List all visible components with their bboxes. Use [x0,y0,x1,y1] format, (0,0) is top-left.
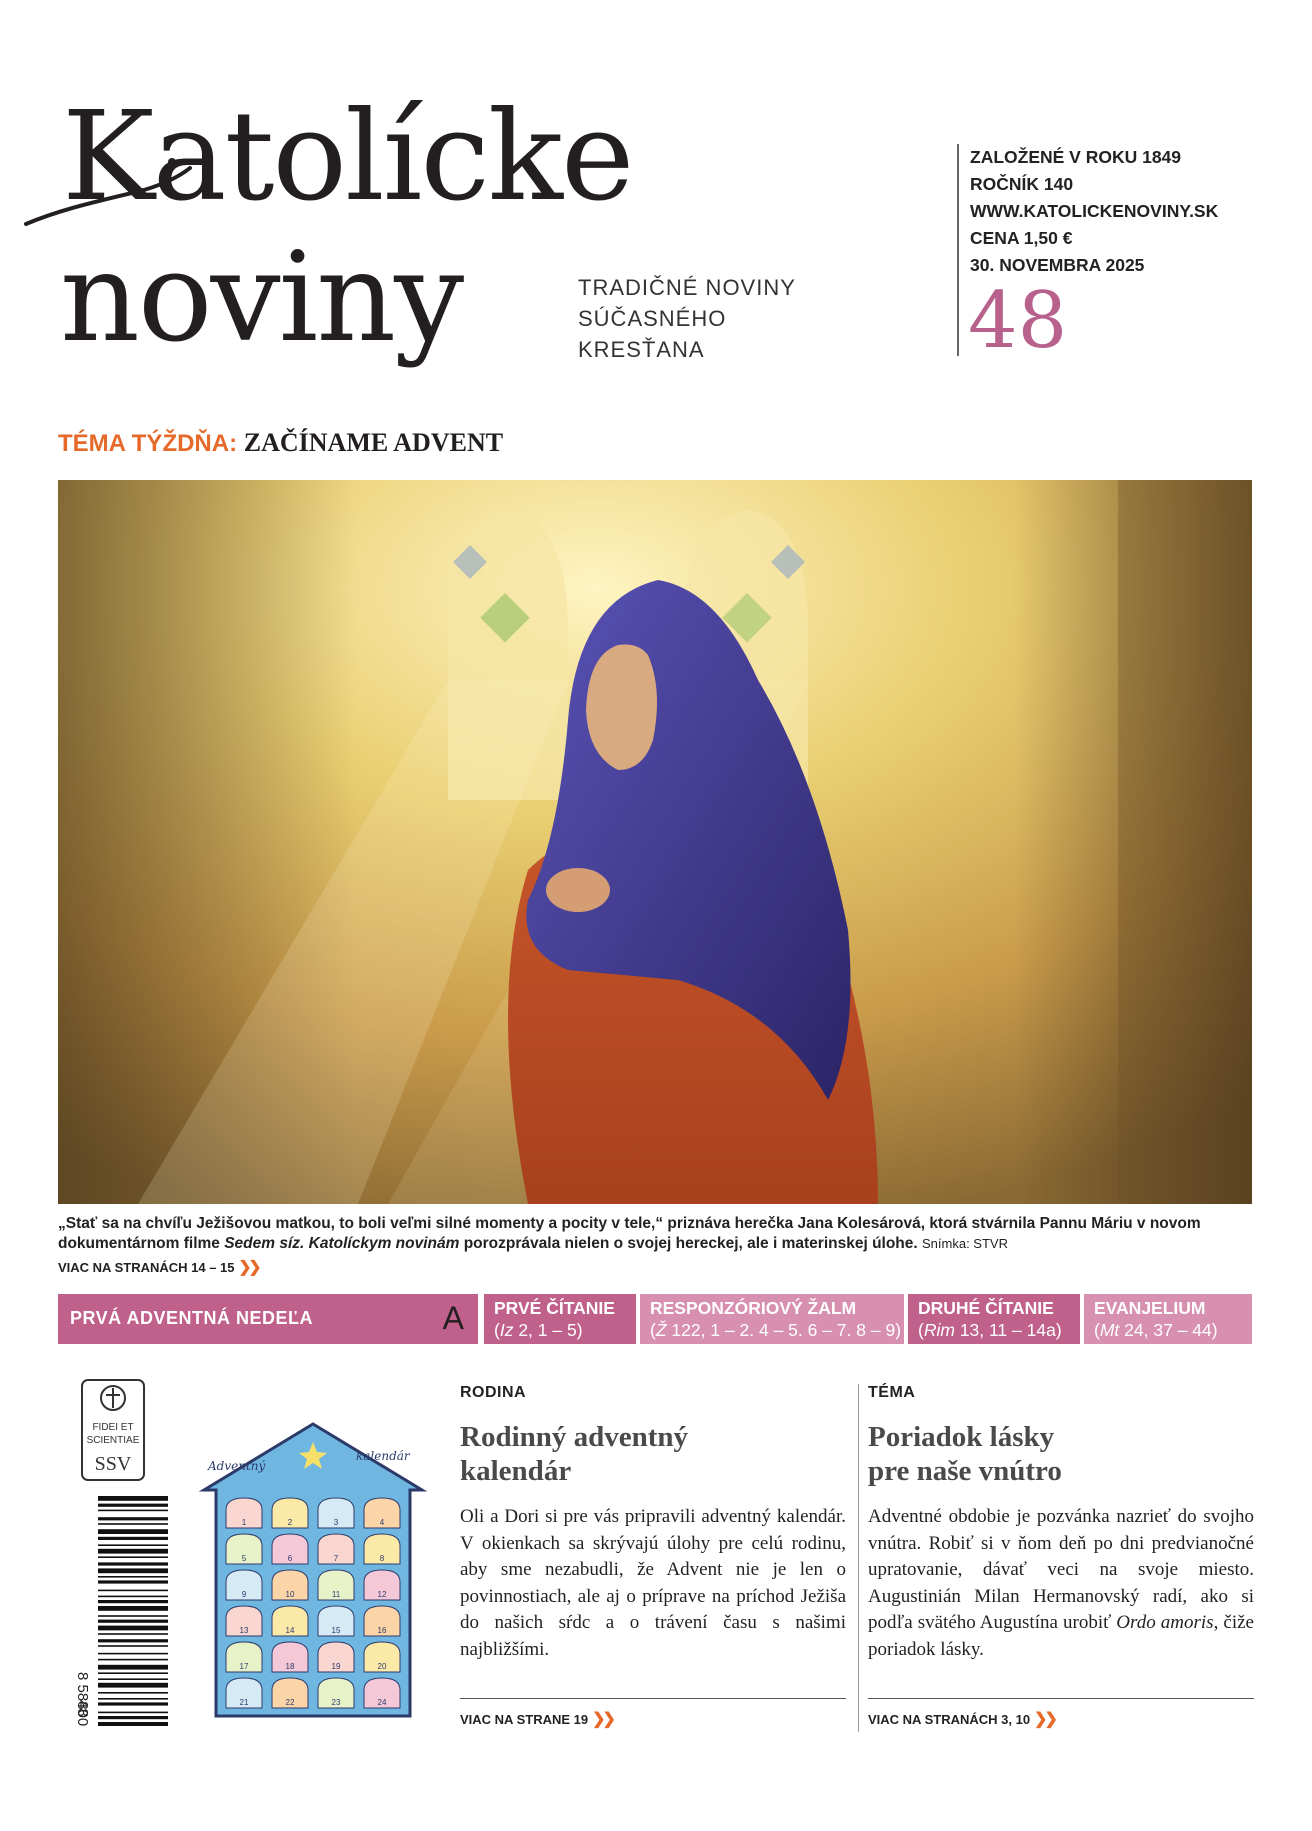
ssv-seal-icon [68,1372,198,1726]
logo-title-line2: noviny [60,226,463,370]
liturgical-cycle: A [442,1300,464,1336]
more-link-text[interactable]: VIAC NA STRANE 19 [460,1712,589,1727]
caption-text-2: porozprávala nielen o svojej hereckej, ale i materinskej úlohe. [459,1235,918,1252]
psalm-label: RESPONZÓRIOVÝ ŽALM [650,1298,857,1318]
calendar-window-number: 5 [241,1554,247,1563]
seal-letters: SSV [94,1453,132,1475]
calendar-window-number: 14 [285,1626,295,1635]
second-reading-label: DRUHÉ ČÍTANIE [918,1298,1054,1318]
calendar-window-number: 18 [285,1662,295,1671]
calendar-window-number: 22 [285,1698,295,1707]
article-headline[interactable] [460,1420,846,1488]
article-family-footer[interactable] [460,1698,846,1729]
psalm-ref: (Ž 122, 1 – 2. 4 – 5. 6 – 7. 8 – 9) [650,1320,902,1340]
article-theme [868,1384,1254,1663]
calendar-window-number: 11 [331,1590,341,1599]
tagline-line: TRADIČNÉ NOVINY [578,275,796,300]
barcode-bars-icon [98,1496,168,1726]
headline-line: Poriadok lásky [868,1421,1055,1453]
calendar-window-number: 17 [239,1662,249,1671]
ordo-amoris: Ordo amoris [1116,1612,1214,1633]
calendar-window-number: 16 [377,1626,387,1635]
article-body: Adventné obdobie je pozvánka nazrieť do svojho vnútra. Robiť si v ňom deň po dni predvianočné upratovanie, dávať veci na svoje miesto. Augustinián Milan Hermanovský radí, ako si podľa svätého Augustína urobiť Ordo amoris, čiže poriadok lásky. [868,1506,1254,1660]
sunday-name: PRVÁ ADVENTNÁ NEDEĽA [70,1308,314,1328]
article-body: Oli a Dori si pre vás pripravili adventný kalendár. V okienkach sa skrývajú úlohy pre celú rodinu, aby sme nezabudli, že Advent nie je len o povinnostiach, ale aj o príprave na príchod Ježiša do našich sŕdc a o trávení času s našimi najbližšími. [460,1506,846,1660]
photo-caption [58,1214,1252,1278]
calendar-window-number: 2 [287,1518,293,1527]
issue-number: 48 [968,276,1068,366]
calendar-window-number: 23 [331,1698,341,1707]
article-theme-footer[interactable] [868,1698,1254,1729]
calendar-window-number: 12 [377,1590,387,1599]
seal-motto-2: SCIENTIAE [86,1435,140,1446]
masthead-tagline [578,272,818,365]
headline-line: Rodinný adventný [460,1421,689,1453]
website-link[interactable]: WWW.KATOLICKENOVINY.SK [970,201,1219,221]
chevron-right-icon: ❯❯ [238,1259,259,1276]
barcode-digits [74,1672,91,1726]
calendar-window-number: 19 [331,1662,341,1671]
article-kicker: TÉMA [868,1384,916,1401]
info-divider [957,144,959,356]
first-reading-box [484,1294,636,1344]
caption-paper-name: Katolíckym novinám [308,1235,460,1252]
volume-text: ROČNÍK 140 [970,174,1074,194]
calendar-window-number: 7 [333,1554,339,1563]
theme-label: TÉMA TÝŽDŇA: [58,430,238,457]
theme-value: ZAČÍNAME ADVENT [243,428,504,457]
article-family [460,1384,846,1663]
column-divider [858,1384,859,1732]
second-reading-box [908,1294,1080,1344]
calendar-title-left: Adventný [208,1459,266,1473]
founded-text: ZALOŽENÉ V ROKU 1849 [970,147,1182,167]
gospel-label: EVANJELIUM [1094,1298,1206,1318]
gospel-ref: (Mt 24, 37 – 44) [1094,1320,1218,1340]
calendar-window-number: 15 [331,1626,341,1635]
calendar-window-number: 4 [379,1518,385,1527]
barcode-addon: 48 [74,1700,91,1717]
calendar-window-number: 24 [377,1698,387,1707]
article-headline[interactable] [868,1420,1254,1488]
caption-text-1: „Stať sa na chvíľu Ježišovou matkou, to boli veľmi silné momenty a pocity v tele,“ priznáva herečka Jana Kolesárová, ktorá stvárnila Pannu Máriu v novom dokumentárnom filme [58,1215,1201,1252]
chevron-right-icon: ❯❯ [1034,1711,1055,1728]
calendar-window-number: 10 [285,1590,295,1599]
masthead-info [970,144,1218,279]
article-kicker: RODINA [460,1384,527,1401]
calendar-window-number: 20 [377,1662,387,1671]
gospel-box [1084,1294,1252,1344]
headline-line: kalendár [460,1455,572,1487]
calendar-title-right: kalendár [356,1449,410,1463]
issue-date: 30. NOVEMBRA 2025 [970,255,1145,275]
calendar-window-number: 9 [241,1590,247,1599]
cover-photo [58,480,1252,1204]
price-text: CENA 1,50 € [970,228,1073,248]
tagline-line: KRESŤANA [578,337,705,362]
calendar-window-number: 21 [239,1698,249,1707]
headline-line: pre naše vnútro [868,1455,1062,1487]
tagline-line: SÚČASNÉHO [578,306,727,331]
second-reading-ref: (Rim 13, 11 – 14a) [918,1320,1062,1340]
logo-title-line1: Katolícke [62,85,633,229]
more-link-text[interactable]: VIAC NA STRANÁCH 14 – 15 [58,1260,235,1275]
caption-more[interactable] [58,1258,1252,1278]
photo-credit: Snímka: STVR [922,1236,1008,1251]
first-reading-ref: (Iz 2, 1 – 5) [494,1320,583,1340]
first-reading-label: PRVÉ ČÍTANIE [494,1298,615,1318]
seal-motto-1: FIDEI ET [92,1422,134,1433]
calendar-window-number: 1 [241,1518,247,1527]
calendar-window-number: 8 [379,1554,385,1563]
more-link-text[interactable]: VIAC NA STRANÁCH 3, 10 [868,1712,1031,1727]
calendar-window-number: 13 [239,1626,249,1635]
theme-of-week [58,428,503,458]
calendar-window-number: 6 [287,1554,293,1563]
advent-calendar-illustration [196,1420,430,1720]
calendar-window-number: 3 [333,1518,339,1527]
cover-photo-image [58,480,1252,1204]
liturgy-sunday-bar [58,1294,478,1344]
psalm-box [640,1294,904,1344]
caption-film-title: Sedem síz. [224,1235,305,1252]
chevron-right-icon: ❯❯ [592,1711,613,1728]
